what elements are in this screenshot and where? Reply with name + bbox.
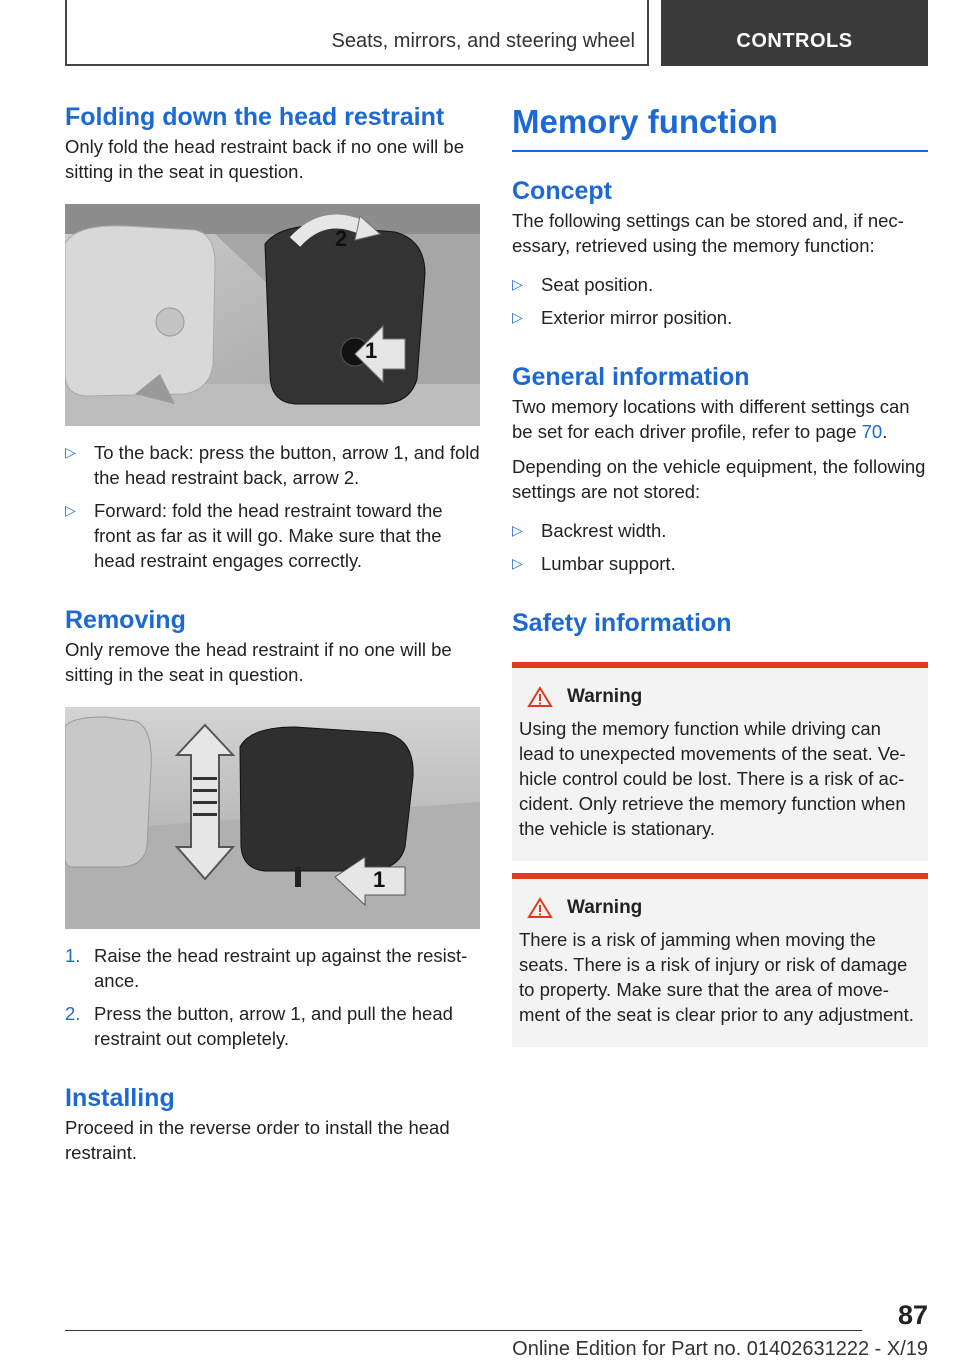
- install-heading: Installing: [65, 1084, 175, 1112]
- bullet-triangle-icon: ▷: [512, 555, 523, 571]
- concept-list: [512, 272, 928, 330]
- list-item: ▷ Seat position.: [512, 274, 654, 295]
- page-number: 87: [897, 1300, 928, 1330]
- list-item: ▷ To the back: press the button, arrow 1, and fold the head restraint back, arrow 2.: [65, 442, 480, 488]
- header-chapter-title: CONTROLS: [736, 30, 853, 52]
- fold-illustration: [65, 204, 480, 426]
- memory-heading: Memory function: [512, 100, 928, 152]
- fold-figure: [65, 204, 480, 426]
- warning-triangle-icon: [527, 686, 553, 708]
- warning-text: There is a risk of jamming when moving the seats. There is a risk of injury or risk of damage to property. Make sure that the area of movement of the seat is clear prior to any adjustment.: [519, 929, 914, 1025]
- warning-triangle-icon: [527, 897, 553, 919]
- warning-box: [512, 662, 928, 861]
- list-item: ▷ Backrest width.: [512, 520, 667, 541]
- bullet-triangle-icon: ▷: [65, 502, 76, 518]
- bullet-triangle-icon: ▷: [512, 522, 523, 538]
- list-item: 2. Press the button, arrow 1, and pull the head restraint out completely.: [65, 1003, 453, 1049]
- remove-figure-label-1: 1: [373, 867, 386, 892]
- general-list: [512, 518, 928, 576]
- fold-intro: Only fold the head restraint back if no one will be sitting in the seat in question.: [65, 136, 465, 182]
- general-text-2: Depending on the vehicle equipment, the following settings are not stored:: [512, 456, 926, 502]
- list-item: ▷ Lumbar support.: [512, 553, 676, 574]
- concept-heading: Concept: [512, 177, 612, 205]
- safety-heading: Safety information: [512, 609, 732, 637]
- header-section-box: [65, 0, 649, 66]
- remove-steps-list: [65, 943, 480, 1051]
- right-column: [512, 100, 928, 1059]
- warning-box: [512, 873, 928, 1047]
- left-column: [65, 100, 480, 1165]
- general-text: Two memory locations with different settings can be set for each driver profile, refer to page 70.: [512, 396, 910, 442]
- general-heading: General information: [512, 363, 750, 391]
- header-section-title: Seats, mirrors, and steering wheel: [331, 30, 635, 52]
- bullet-triangle-icon: ▷: [512, 309, 523, 325]
- install-text: Proceed in the reverse order to install the head restraint.: [65, 1117, 450, 1163]
- concept-text: The following settings can be stored and, if necessary, retrieved using the memory function:: [512, 210, 904, 256]
- fold-figure-label-1: 1: [365, 338, 378, 363]
- bullet-triangle-icon: ▷: [512, 276, 523, 292]
- page-link[interactable]: 70: [861, 421, 883, 442]
- header-chapter-box: [661, 0, 928, 66]
- remove-heading: Removing: [65, 606, 186, 634]
- remove-intro: Only remove the head restraint if no one will be sitting in the seat in question.: [65, 639, 452, 685]
- footer-divider: [65, 1330, 862, 1331]
- footer-edition: Online Edition for Part no. 01402631222 - X/19: [512, 1338, 928, 1360]
- list-item: 1. Raise the head restraint up against the resistance.: [65, 945, 468, 991]
- warning-title: Warning: [567, 686, 643, 707]
- bullet-triangle-icon: ▷: [65, 444, 76, 460]
- list-item: ▷ Forward: fold the head restraint toward the front as far as it will go. Make sure that the head restraint engages correctly.: [65, 500, 443, 571]
- list-item: ▷ Exterior mirror position.: [512, 307, 733, 328]
- remove-illustration: [65, 707, 480, 929]
- fold-figure-label-2: 2: [335, 226, 348, 251]
- warning-text: Using the memory function while driving can lead to unexpected movements of the seat. Vehicle control could be lost. There is a risk of accident. Only retrieve the memory function when the vehicle is stationary.: [519, 718, 906, 839]
- remove-figure: [65, 707, 480, 929]
- warning-title: Warning: [567, 897, 643, 918]
- fold-heading: Folding down the head restraint: [65, 103, 445, 131]
- page-header: [65, 0, 928, 66]
- fold-steps-list: [65, 440, 480, 573]
